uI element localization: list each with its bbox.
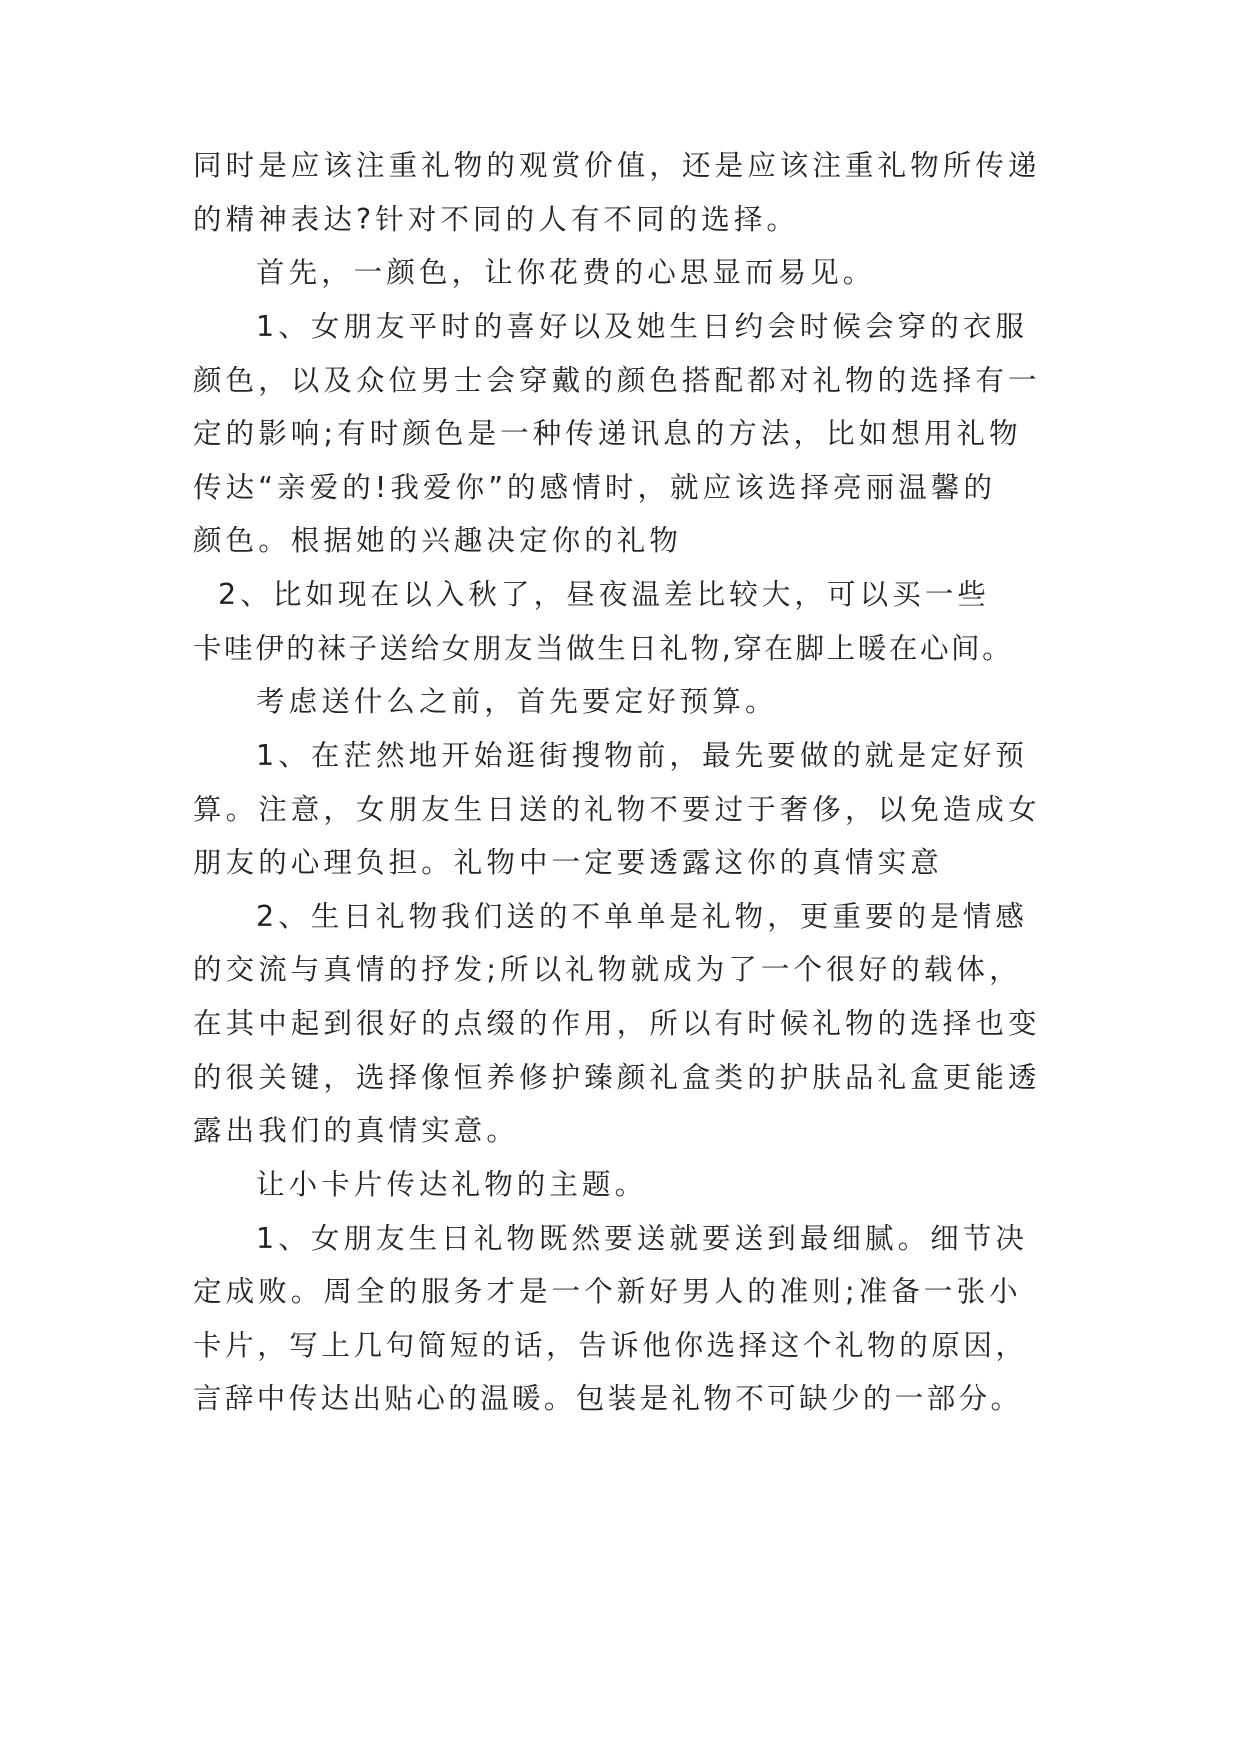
paragraph-line: 算。注意，女朋友生日送的礼物不要过于奢侈，以免造成女 <box>193 793 1041 826</box>
paragraph-line: 同时是应该注重礼物的观赏价值，还是应该注重礼物所传递 <box>193 149 1041 182</box>
paragraph-line: 1、女朋友生日礼物既然要送就要送到最细腻。细节决 <box>256 1222 1029 1255</box>
paragraph-line: 定成败。周全的服务才是一个新好男人的准则;准备一张小 <box>193 1275 1022 1308</box>
paragraph-line: 2、比如现在以入秋了，昼夜温差比较大，可以买一些 <box>218 578 991 611</box>
paragraph-line: 卡片，写上几句简短的话，告诉他你选择这个礼物的原因， <box>193 1329 1028 1362</box>
paragraph-line: 的精神表达?针对不同的人有不同的选择。 <box>193 203 800 236</box>
paragraph-line: 言辞中传达出贴心的温暖。包装是礼物不可缺少的一部分。 <box>193 1382 1023 1415</box>
paragraph-line: 首先，一颜色，让你花费的心思显而易见。 <box>256 256 876 289</box>
paragraph-line: 的交流与真情的抒发;所以礼物就成为了一个很好的载体， <box>193 953 1022 986</box>
paragraph-line: 考虑送什么之前，首先要定好预算。 <box>256 685 778 718</box>
paragraph-line: 传达“亲爱的!我爱你”的感情时，就应该选择亮丽温馨的 <box>193 471 997 504</box>
paragraph-line: 颜色。根据她的兴趣决定你的礼物 <box>193 524 683 557</box>
paragraph-line: 的很关键，选择像恒养修护臻颜礼盒类的护肤品礼盒更能透 <box>193 1061 1041 1094</box>
paragraph-line: 1、在茫然地开始逛街搜物前，最先要做的就是定好预 <box>256 739 1029 772</box>
paragraph-line: 定的影响;有时颜色是一种传递讯息的方法，比如想用礼物 <box>193 417 1022 450</box>
paragraph-line: 1、女朋友平时的喜好以及她生日约会时候会穿的衣服 <box>256 310 1029 343</box>
paragraph-line: 让小卡片传达礼物的主题。 <box>256 1168 648 1201</box>
paragraph-line: 2、生日礼物我们送的不单单是礼物，更重要的是情感 <box>256 900 1029 933</box>
paragraph-line: 卡哇伊的袜子送给女朋友当做生日礼物,穿在脚上暖在心间。 <box>193 632 1014 665</box>
paragraph-line: 露出我们的真情实意。 <box>193 1114 520 1147</box>
paragraph-line: 朋友的心理负担。礼物中一定要透露这你的真情实意 <box>193 846 943 879</box>
paragraph-line: 在其中起到很好的点缀的作用，所以有时候礼物的选择也变 <box>193 1007 1041 1040</box>
paragraph-line: 颜色，以及众位男士会穿戴的颜色搭配都对礼物的选择有一 <box>193 364 1041 397</box>
